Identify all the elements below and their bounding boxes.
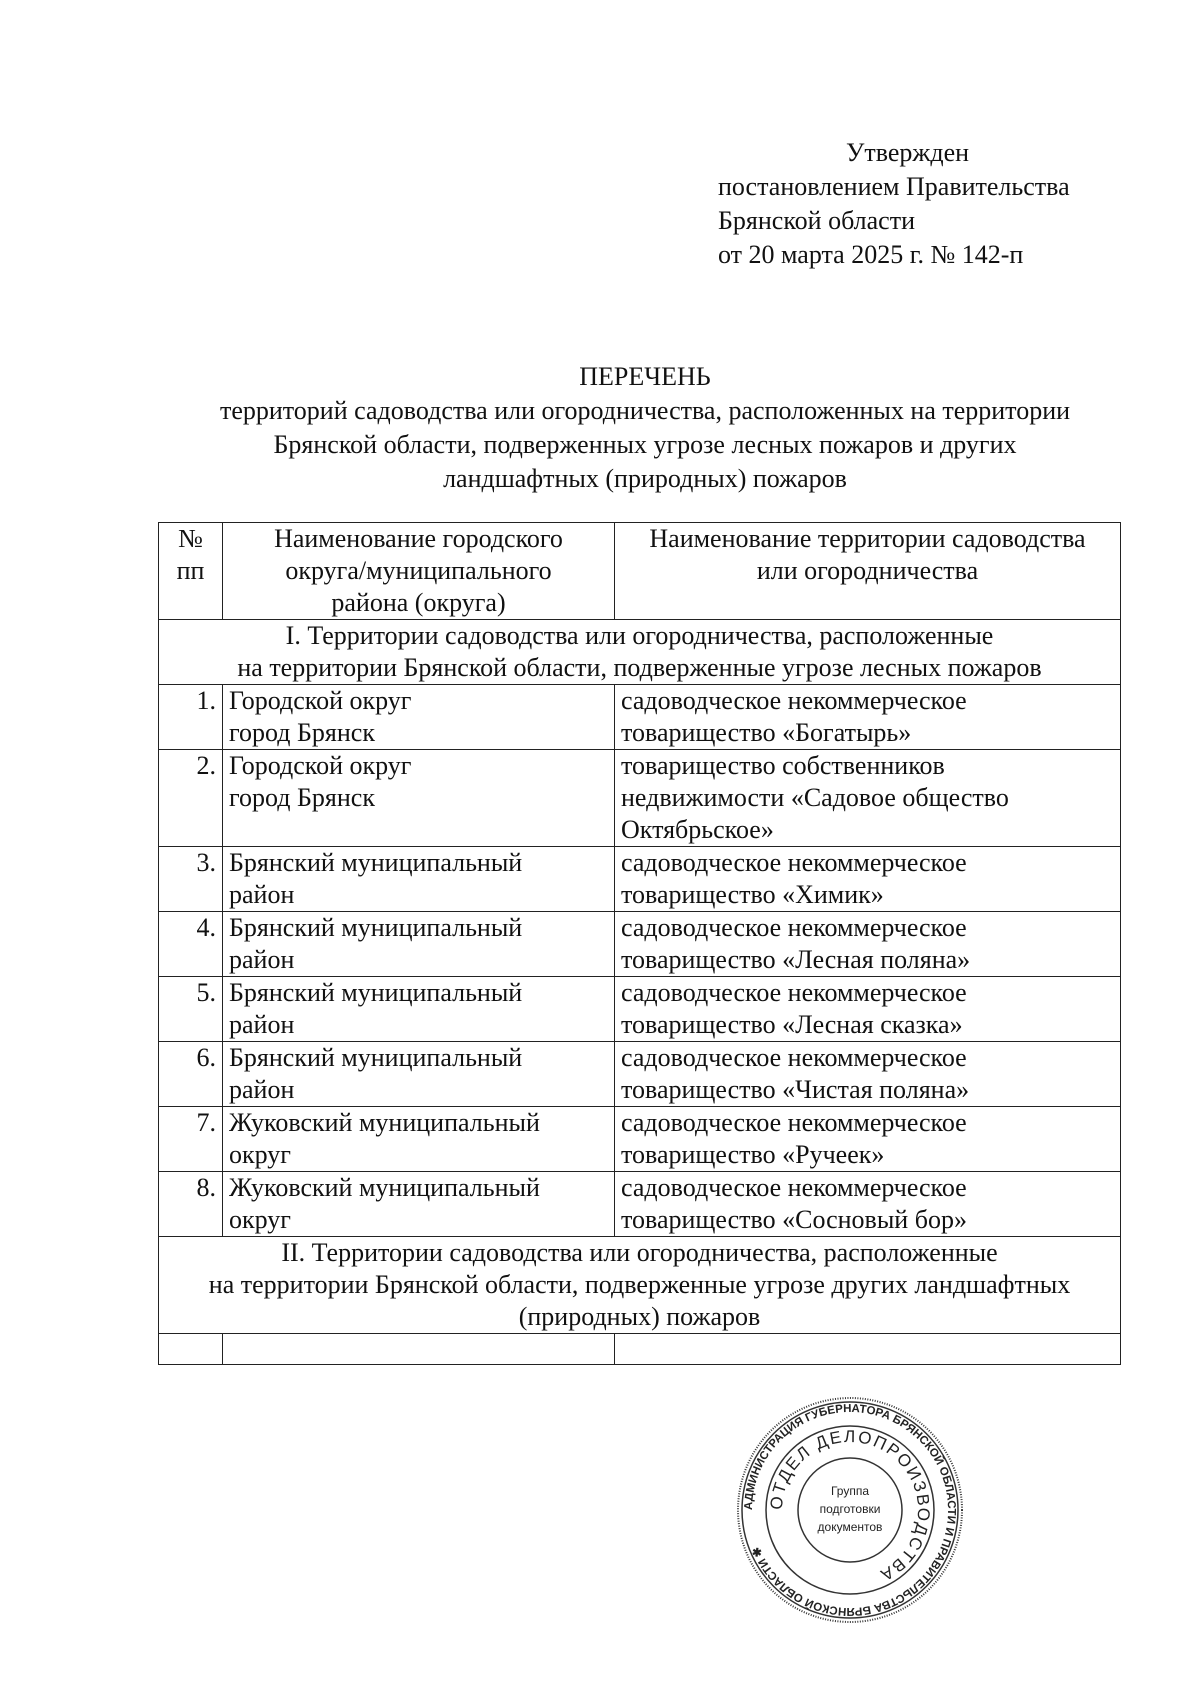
row-number: 4. — [159, 912, 223, 977]
row-number: 1. — [159, 685, 223, 750]
row-territory — [615, 750, 1121, 847]
empty-cell — [615, 1334, 1121, 1365]
empty-cell — [223, 1334, 615, 1365]
district-line: Брянский муниципальный — [229, 848, 523, 877]
document-title: ПЕРЕЧЕНЬ — [579, 362, 711, 391]
section-line: на территории Брянской области, подверженные угрозе лесных пожаров — [237, 653, 1042, 682]
seal-center-line: документов — [817, 1520, 883, 1534]
row-district — [223, 1172, 615, 1237]
district-line: город Брянск — [229, 718, 375, 747]
territory-line: садоводческое некоммерческое — [621, 1043, 967, 1072]
row-district — [223, 685, 615, 750]
district-line: город Брянск — [229, 783, 375, 812]
table-row — [159, 977, 1121, 1042]
territory-line: Октябрьское» — [621, 815, 774, 844]
approval-line-4: от 20 марта 2025 г. № 142-п — [718, 240, 1024, 269]
territory-line: товарищество «Сосновый бор» — [621, 1205, 967, 1234]
row-territory — [615, 685, 1121, 750]
section-line: I. Территории садоводства или огородничества, расположенные — [285, 621, 994, 650]
territories-table — [158, 522, 1121, 1365]
row-territory — [615, 1042, 1121, 1107]
territory-line: садоводческое некоммерческое — [621, 913, 967, 942]
territory-line: недвижимости «Садовое общество — [621, 783, 1009, 812]
header-district-line: округа/муниципального — [285, 556, 552, 585]
district-line: район — [229, 1075, 295, 1104]
row-territory — [615, 977, 1121, 1042]
table-header-row — [159, 523, 1121, 620]
empty-row — [159, 1334, 1121, 1365]
header-num — [159, 523, 223, 620]
header-territory — [615, 523, 1121, 620]
header-district — [223, 523, 615, 620]
approval-line-3: Брянской области — [718, 206, 915, 235]
district-line: Брянский муниципальный — [229, 978, 523, 1007]
row-district — [223, 750, 615, 847]
section-line: II. Территории садоводства или огородничества, расположенные — [281, 1238, 998, 1267]
row-number: 5. — [159, 977, 223, 1042]
territory-line: садоводческое некоммерческое — [621, 686, 967, 715]
heading-line-2: Брянской области, подверженных угрозе лесных пожаров и других — [273, 430, 1017, 459]
territory-line: садоводческое некоммерческое — [621, 978, 967, 1007]
section-1-row — [159, 620, 1121, 685]
row-number: 6. — [159, 1042, 223, 1107]
section-1-title — [159, 620, 1121, 685]
seal-inner-ring-text: ОТДЕЛ ДЕЛОПРОИЗВОДСТВА — [766, 1426, 934, 1586]
table-row — [159, 1042, 1121, 1107]
table-row — [159, 750, 1121, 847]
territory-line: товарищество «Чистая поляна» — [621, 1075, 970, 1104]
territory-line: товарищество «Лесная поляна» — [621, 945, 971, 974]
territory-line: садоводческое некоммерческое — [621, 1108, 967, 1137]
seal-center-line: подготовки — [819, 1502, 881, 1516]
territory-line: товарищество «Лесная сказка» — [621, 1010, 963, 1039]
table-row — [159, 912, 1121, 977]
approval-line-1: Утвержден — [846, 138, 970, 167]
district-line: округ — [229, 1140, 291, 1169]
official-seal — [735, 1395, 965, 1625]
district-line: Городской округ — [229, 686, 412, 715]
heading-line-1: территорий садоводства или огородничества, расположенных на территории — [219, 396, 1071, 425]
district-line: район — [229, 880, 295, 909]
table-row — [159, 847, 1121, 912]
header-num-line: пп — [176, 556, 205, 585]
approval-line-2: постановлением Правительства — [718, 172, 1070, 201]
row-number: 2. — [159, 750, 223, 847]
section-2-row — [159, 1237, 1121, 1334]
row-district — [223, 912, 615, 977]
territory-line: товарищество собственников — [621, 751, 945, 780]
territory-line: товарищество «Ручеек» — [621, 1140, 885, 1169]
header-district-line: Наименование городского — [274, 524, 563, 553]
district-line: Брянский муниципальный — [229, 1043, 523, 1072]
section-line: на территории Брянской области, подверженные угрозе других ландшафтных — [208, 1270, 1071, 1299]
header-territory-line: или огородничества — [756, 556, 979, 585]
section-2-title — [159, 1237, 1121, 1334]
header-num-line: № — [178, 524, 203, 553]
district-line: район — [229, 945, 295, 974]
district-line: Брянский муниципальный — [229, 913, 523, 942]
district-line: район — [229, 1010, 295, 1039]
district-line: Жуковский муниципальный — [229, 1108, 540, 1137]
territory-line: товарищество «Химик» — [621, 880, 884, 909]
section-line: (природных) пожаров — [518, 1302, 761, 1331]
table-row — [159, 1107, 1121, 1172]
row-district — [223, 977, 615, 1042]
table-row — [159, 685, 1121, 750]
row-district — [223, 1107, 615, 1172]
table-row — [159, 1172, 1121, 1237]
row-territory — [615, 1107, 1121, 1172]
district-line: Городской округ — [229, 751, 412, 780]
row-district — [223, 1042, 615, 1107]
document-heading — [150, 360, 1140, 496]
row-territory — [615, 1172, 1121, 1237]
row-number: 7. — [159, 1107, 223, 1172]
row-number: 8. — [159, 1172, 223, 1237]
approval-block — [718, 136, 1158, 272]
seal-outer-ring-text: АДМИНИСТРАЦИЯ ГУБЕРНАТОРА БРЯНСКОЙ ОБЛАСТИ И ПРАВИТЕЛЬСТВА БРЯНСКОЙ ОБЛАСТИ ✱ — [742, 1402, 958, 1618]
district-line: Жуковский муниципальный — [229, 1173, 540, 1202]
territory-line: товарищество «Богатырь» — [621, 718, 912, 747]
row-territory — [615, 847, 1121, 912]
heading-line-3: ландшафтных (природных) пожаров — [443, 464, 847, 493]
seal-center-line: Группа — [830, 1484, 870, 1498]
header-district-line: района (округа) — [331, 588, 506, 617]
territory-line: садоводческое некоммерческое — [621, 848, 967, 877]
row-territory — [615, 912, 1121, 977]
header-territory-line: Наименование территории садоводства — [649, 524, 1086, 553]
row-number: 3. — [159, 847, 223, 912]
empty-cell — [159, 1334, 223, 1365]
district-line: округ — [229, 1205, 291, 1234]
row-district — [223, 847, 615, 912]
territory-line: садоводческое некоммерческое — [621, 1173, 967, 1202]
